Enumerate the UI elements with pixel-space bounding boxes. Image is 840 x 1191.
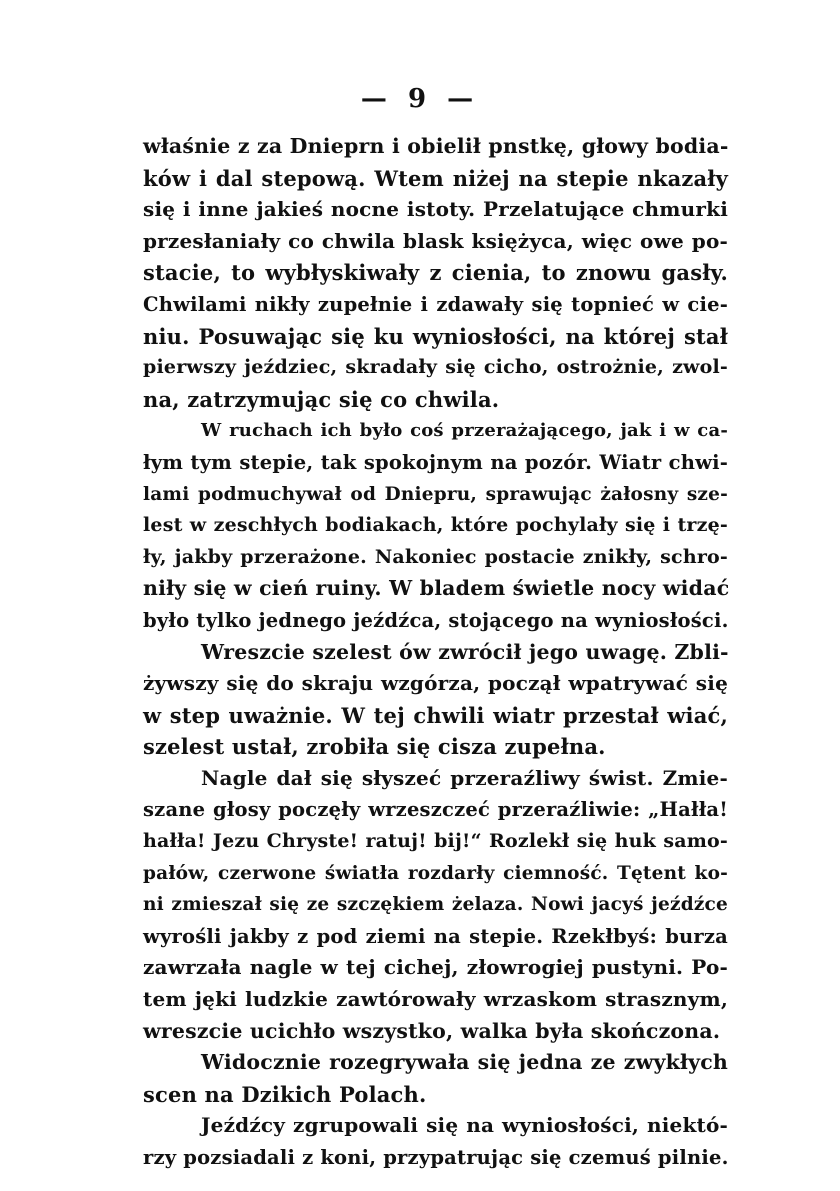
- text-line: W ruchach ich było coś przerażającego, jak i w ca-: [201, 420, 728, 442]
- text-line: zawrzała nagle w tej cichej, złowrogiej pustyni. Po-: [143, 955, 728, 980]
- text-line: ni zmieszał się ze szczękiem żelaza. Nowi jacyś jeźdźce: [143, 894, 728, 916]
- text-line: hałła! Jezu Chryste! ratuj! bij!“ Rozlekł się huk samo-: [143, 830, 728, 853]
- text-line: w step uważnie. W tej chwili wiatr przestał wiać,: [143, 702, 728, 728]
- text-line: rzy pozsiadali z koni, przypatrując się czemuś pilnie.: [143, 1146, 729, 1169]
- text-line: scen na Dzikich Polach.: [143, 1081, 427, 1107]
- text-line: Widocznie rozegrywała się jedna ze zwykłych: [201, 1050, 728, 1075]
- text-line: się i inne jakieś nocne istoty. Przelatujące chmurki: [143, 197, 728, 222]
- page-number: — 9 —: [360, 84, 480, 114]
- text-line: szane głosy poczęły wrzeszczeć przeraźliwie: „Hałła!: [143, 798, 728, 822]
- text-line: niły się w cień ruiny. W bladem świetle nocy widać: [143, 576, 730, 601]
- text-line: łym tym stepie, tak spokojnym na pozór. Wiatr chwi-: [143, 450, 728, 474]
- text-line: było tylko jednego jeźdźca, stojącego na wyniosłości.: [143, 608, 729, 632]
- text-line: Nagle dał się słyszeć przeraźliwy świst. Zmie-: [201, 765, 728, 790]
- text-line: ły, jakby przerażone. Nakoniec postacie znikły, schro-: [143, 545, 728, 568]
- text-line: Chwilami nikły zupełnie i zdawały się topnieć w cie-: [143, 292, 728, 316]
- text-line: szelest ustał, zrobiła się cisza zupełna.: [143, 734, 606, 760]
- text-line: stacie, to wybłyskiwały z cienia, to znowu gasły.: [143, 260, 728, 286]
- text-line: tem jęki ludzkie zawtórowały wrzaskom strasznym,: [143, 987, 728, 1012]
- text-line: Wreszcie szelest ów zwrócił jego uwagę. Zbli-: [201, 639, 729, 664]
- text-line: ków i dal stepową. Wtem niżej na stepie nkazały: [143, 165, 728, 191]
- text-line: właśnie z za Dnieprn i obielił pnstkę, głowy bodia-: [143, 134, 729, 158]
- text-line: wreszcie ucichło wszystko, walka była skończona.: [143, 1018, 721, 1043]
- text-line: na, zatrzymując się co chwila.: [143, 386, 500, 412]
- page-text: [143, 131, 728, 1174]
- text-line: lest w zeschłych bodiakach, które pochylały się i trzę-: [143, 514, 728, 537]
- text-line: pierwszy jeździec, skradały się cicho, ostrożnie, zwol-: [143, 356, 728, 379]
- text-line: wyrośli jakby z pod ziemi na stepie. Rzekłbyś: burza: [143, 924, 728, 948]
- text-line: Jeźdźcy zgrupowali się na wyniosłości, niektó-: [201, 1113, 728, 1138]
- text-line: lami podmuchywał od Dniepru, sprawując żałosny sze-: [143, 483, 728, 505]
- text-line: żywszy się do skraju wzgórza, począł wpatrywać się: [143, 671, 728, 696]
- text-line: przesłaniały co chwila blask księżyca, więc owe po-: [143, 228, 728, 253]
- text-line: niu. Posuwając się ku wyniosłości, na której stał: [143, 323, 728, 349]
- text-line: pałów, czerwone światła rozdarły ciemność. Tętent ko-: [143, 862, 728, 884]
